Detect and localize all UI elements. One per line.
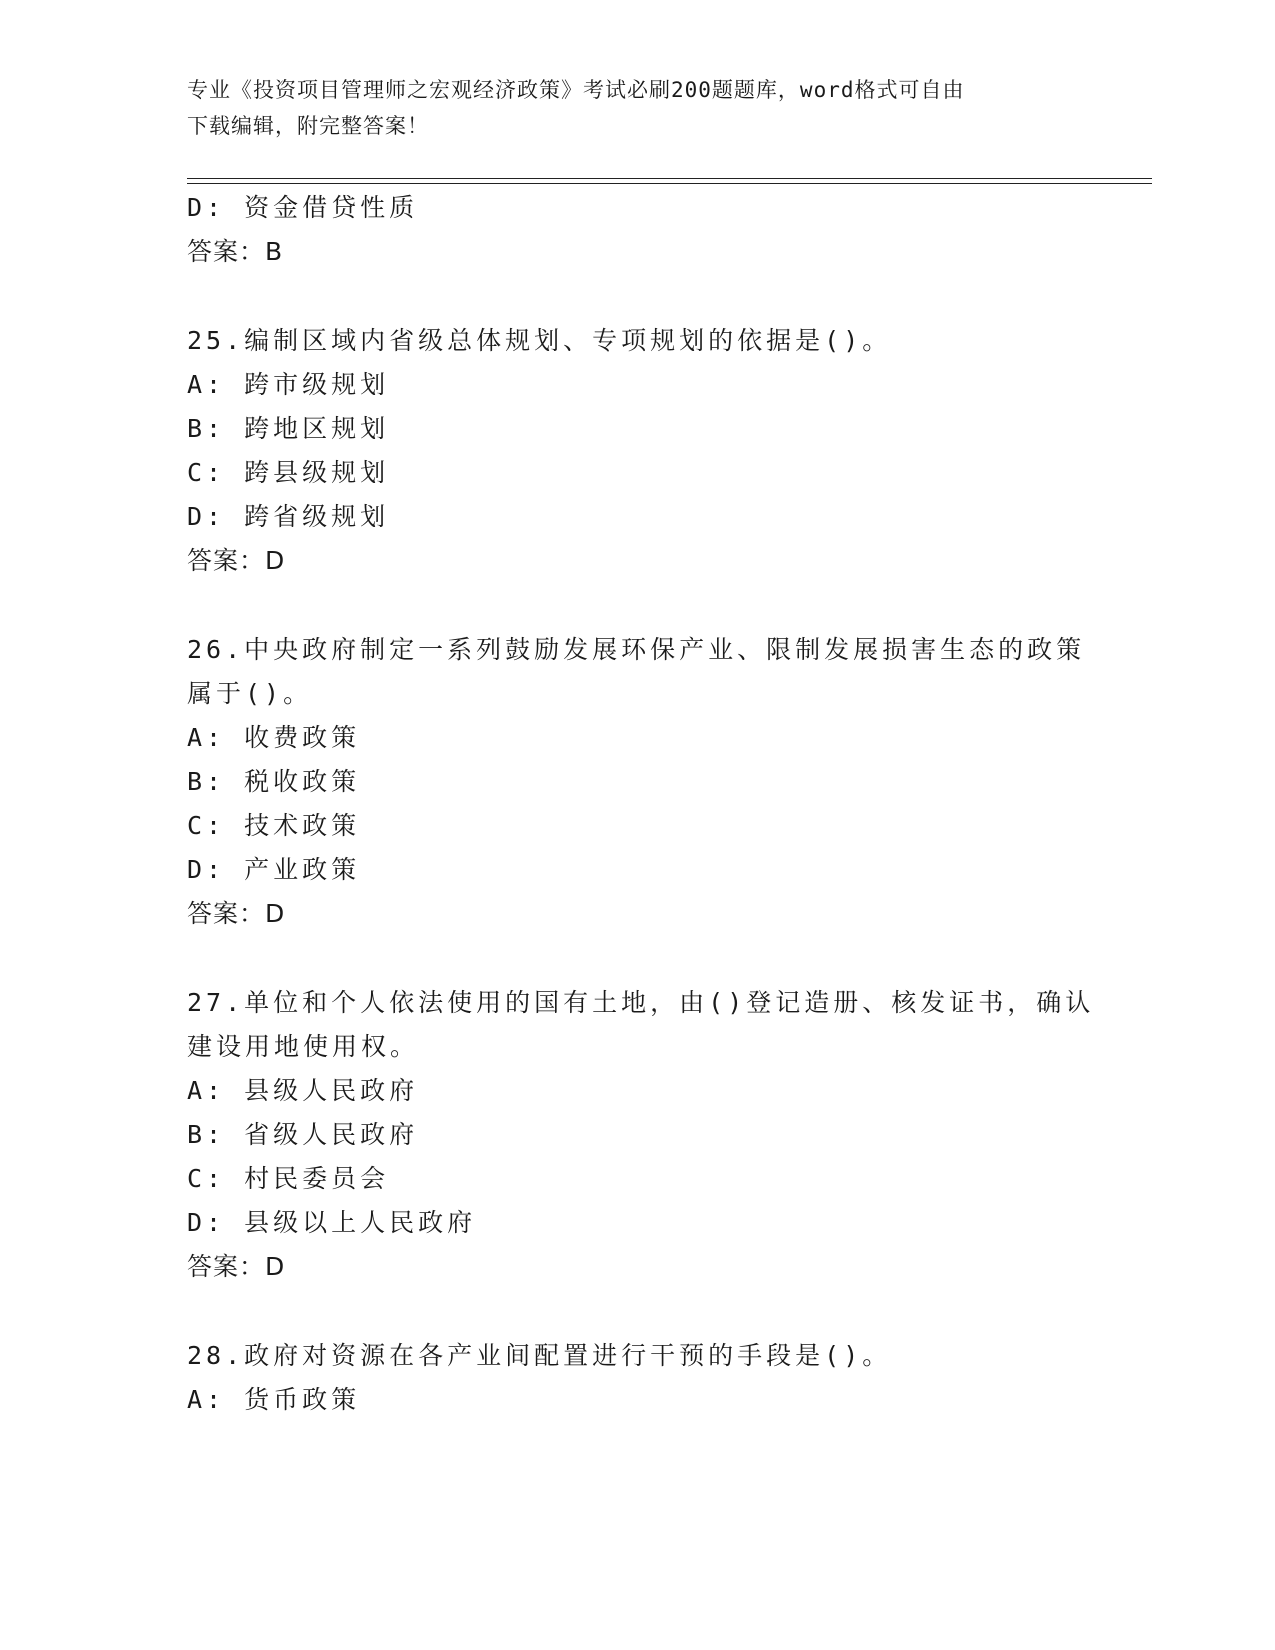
option-b-q27: B: 省级人民政府 (187, 1120, 419, 1149)
header-line-1: 专业《投资项目管理师之宏观经济政策》考试必刷200题题库，word格式可自由 (187, 78, 965, 102)
option-b-q26: B: 税收政策 (187, 767, 361, 796)
option-d-q24: D: 资金借贷性质 (187, 193, 419, 222)
answer-q24: 答案：B (187, 237, 284, 266)
option-c-q26: C: 技术政策 (187, 811, 361, 840)
option-c-q27: C: 村民委员会 (187, 1164, 390, 1193)
answer-q27: 答案：D (187, 1252, 286, 1281)
question-27-cont: 建设用地使用权。 (187, 1032, 420, 1061)
option-d-q25: D: 跨省级规划 (187, 502, 390, 531)
question-26: 26.中央政府制定一系列鼓励发展环保产业、限制发展损害生态的政策 (187, 635, 1086, 664)
question-27: 27.单位和个人依法使用的国有土地，由()登记造册、核发证书，确认 (187, 988, 1095, 1017)
answer-q26: 答案：D (187, 899, 286, 928)
header-line-2: 下载编辑，附完整答案！ (187, 114, 429, 138)
header-divider-top (187, 178, 1152, 179)
option-a-q28: A: 货币政策 (187, 1385, 361, 1414)
question-28: 28.政府对资源在各产业间配置进行干预的手段是()。 (187, 1341, 892, 1370)
header-divider-bottom (187, 183, 1152, 184)
answer-q25: 答案：D (187, 546, 286, 575)
option-a-q27: A: 县级人民政府 (187, 1076, 419, 1105)
option-d-q27: D: 县级以上人民政府 (187, 1208, 477, 1237)
question-26-cont: 属于()。 (187, 679, 313, 708)
option-a-q26: A: 收费政策 (187, 723, 361, 752)
question-25: 25.编制区域内省级总体规划、专项规划的依据是()。 (187, 326, 892, 355)
option-c-q25: C: 跨县级规划 (187, 458, 390, 487)
option-d-q26: D: 产业政策 (187, 855, 361, 884)
option-b-q25: B: 跨地区规划 (187, 414, 390, 443)
document-header (187, 72, 1087, 144)
option-a-q25: A: 跨市级规划 (187, 370, 390, 399)
